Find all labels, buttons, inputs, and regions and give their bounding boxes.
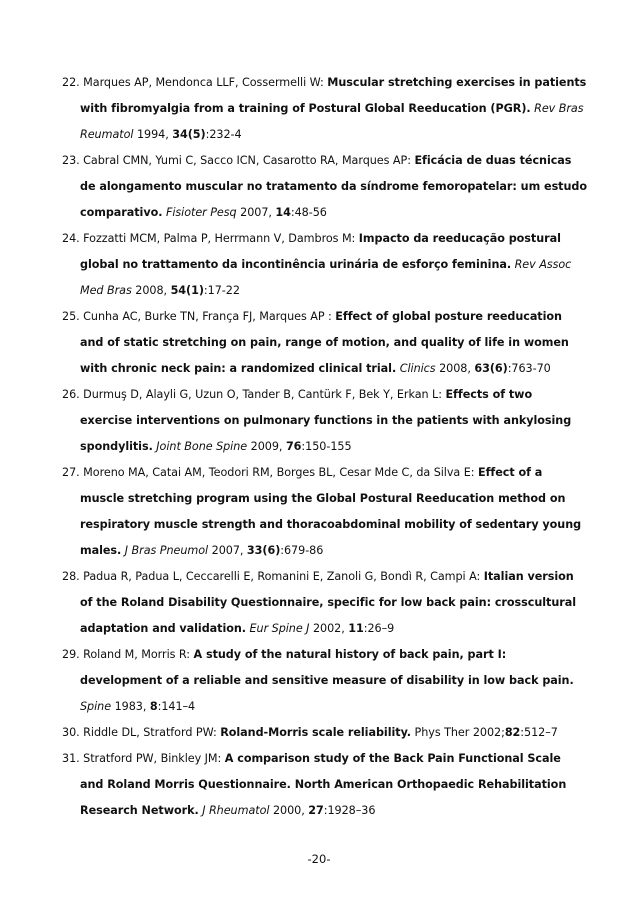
reference-item: 30. Riddle DL, Stratford PW: Roland-Morris scale reliability. Phys Ther 2002;82:512–7: [62, 726, 558, 739]
reference-item: 26. Durmuş D, Alayli G, Uzun O, Tander B, Cantürk F, Bek Y, Erkan L: Effects of two exercise interventions on pulmonary functions in the patients with ankylosing spondylitis. Joint Bone Spine 2009, 76:150-155: [62, 388, 572, 453]
reference-item: 22. Marques AP, Mendonca LLF, Cossermelli W: Muscular stretching exercises in patients with fibromyalgia from a training of Postural Global Reeducation (PGR). Rev Bras Reumatol 1994, 34(5):232-4: [62, 76, 587, 141]
reference-item: 24. Fozzatti MCM, Palma P, Herrmann V, Dambros M: Impacto da reeducação postural global no trattamento da incontinência urinária de esforço feminina. Rev Assoc Med Bras 2008, 54(1):17-22: [62, 232, 572, 297]
reference-item: 23. Cabral CMN, Yumi C, Sacco ICN, Casarotto RA, Marques AP: Eficácia de duas técnicas de alongamento muscular no tratamento da síndrome femoropatelar: um estudo comparativo. Fisioter Pesq 2007, 14:48-56: [62, 154, 587, 219]
page-number: -20-: [307, 852, 331, 866]
reference-item: 29. Roland M, Morris R: A study of the natural history of back pain, part I: development of a reliable and sensitive measure of disability in low back pain. Spine 1983, 8:141–4: [62, 648, 574, 713]
reference-item: 27. Moreno MA, Catai AM, Teodori RM, Borges BL, Cesar Mde C, da Silva E: Effect of a muscle stretching program using the Global Postural Reeducation method on respiratory muscle strength and thoracoabdominal mobility of sedentary young males. J Bras Pneumol 2007, 33(6):679-86: [62, 466, 582, 557]
reference-item: 25. Cunha AC, Burke TN, França FJ, Marques AP : Effect of global posture reeducation and of static stretching on pain, range of motion, and quality of life in women with chronic neck pain: a randomized clinical trial. Clinics 2008, 63(6):763-70: [62, 310, 569, 375]
reference-item: 31. Stratford PW, Binkley JM: A comparison study of the Back Pain Functional Scale and Roland Morris Questionnaire. North American Orthopaedic Rehabilitation Research Network. J Rheumatol 2000, 27:1928–36: [62, 752, 567, 817]
reference-item: 28. Padua R, Padua L, Ceccarelli E, Romanini E, Zanoli G, Bondì R, Campi A: Italian version of the Roland Disability Questionnaire, specific for low back pain: crosscultural adaptation and validation. Eur Spine J 2002, 11:26–9: [62, 570, 576, 635]
reference-list: [62, 70, 588, 824]
